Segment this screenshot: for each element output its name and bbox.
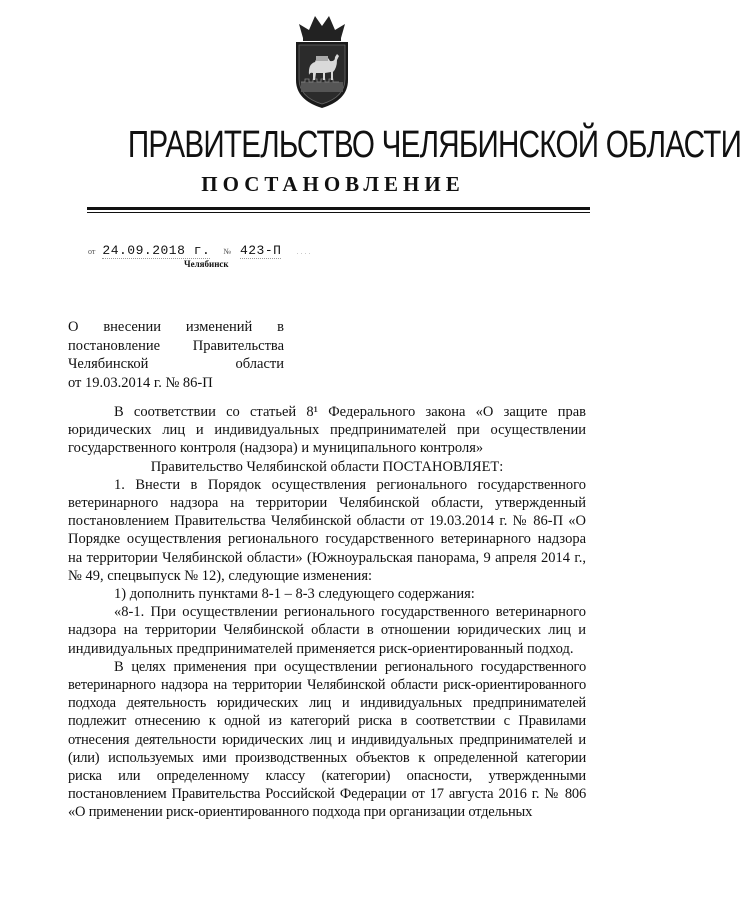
- document-city: Челябинск: [184, 259, 229, 269]
- date-prefix: от: [88, 247, 96, 256]
- chelyabinsk-oblast-coat-of-arms-icon: [289, 12, 355, 110]
- document-number: 423-П: [239, 243, 282, 258]
- header-rule-thin: [87, 212, 590, 213]
- subitem-1-paragraph: 1) дополнить пунктами 8-1 – 8-3 следующего содержания:: [114, 586, 475, 603]
- preamble-paragraph: В соответствии со статьей 8¹ Федерального закона «О защите прав юридических лиц и индивидуальных предпринимателей при осуществлении государственного контроля (надзора) и муниципального контроля»: [68, 404, 586, 457]
- document-meta-line: [88, 243, 312, 258]
- number-prefix: №: [223, 247, 231, 256]
- resolves-line: Правительство Челябинской области ПОСТАНОВЛЯЕТ:: [150, 458, 504, 475]
- government-title: ПРАВИТЕЛЬСТВО ЧЕЛЯБИНСКОЙ ОБЛАСТИ: [127, 124, 741, 166]
- header-rule-thick: [87, 207, 590, 210]
- risk-category-paragraph: В целях применения при осуществлении регионального государственного ветеринарного надзора на территории Челябинской области риск-ориентированного подхода деятельность юридических лиц и индивидуальных предпринимателей подлежит отнесению к одной из категорий риска в соответствии с Правилами отнесения деятельности юридических лиц и индивидуальных предпринимателей и (или) используемых ими производственных объектов к определенной категории риска или определенному классу (категории) опасности, утвержденными постановлением Правительства Российской Федерации от 17 августа 2016 г. № 806 «О применении риск-ориентированного подхода при организации отдельных: [68, 658, 586, 821]
- meta-dotted-fill: ....: [296, 247, 313, 256]
- paragraph-8-1: «8-1. При осуществлении регионального государственного ветеринарного надзора на территории Челябинской области в отношении юридических лиц и индивидуальных предпринимателей применяется риск-ориентированный подход.: [68, 604, 586, 657]
- subject-line: постановление Правительства: [68, 337, 284, 354]
- document-body: [68, 403, 586, 822]
- document-type-heading: ПОСТАНОВЛЕНИЕ: [201, 172, 465, 196]
- document-date: 24.09.2018 г.: [102, 243, 211, 258]
- subject-line: О внесении изменений в: [68, 319, 284, 335]
- item-1-paragraph: 1. Внести в Порядок осуществления регионального государственного ветеринарного надзора на территории Челябинской области, утвержденный постановлением Правительства Челябинской области от 19.03.2014 г. № 86-П «О Порядке осуществления регионального государственного ветеринарного надзора на территории Челябинской области» (Южноуральская панорама, 9 апреля 2014 г., № 49, спецвыпуск № 12), следующие изменения:: [68, 476, 586, 584]
- document-subject: [68, 318, 284, 392]
- subject-line: Челябинской области: [68, 356, 284, 372]
- subject-line: от 19.03.2014 г. № 86-П: [68, 374, 213, 391]
